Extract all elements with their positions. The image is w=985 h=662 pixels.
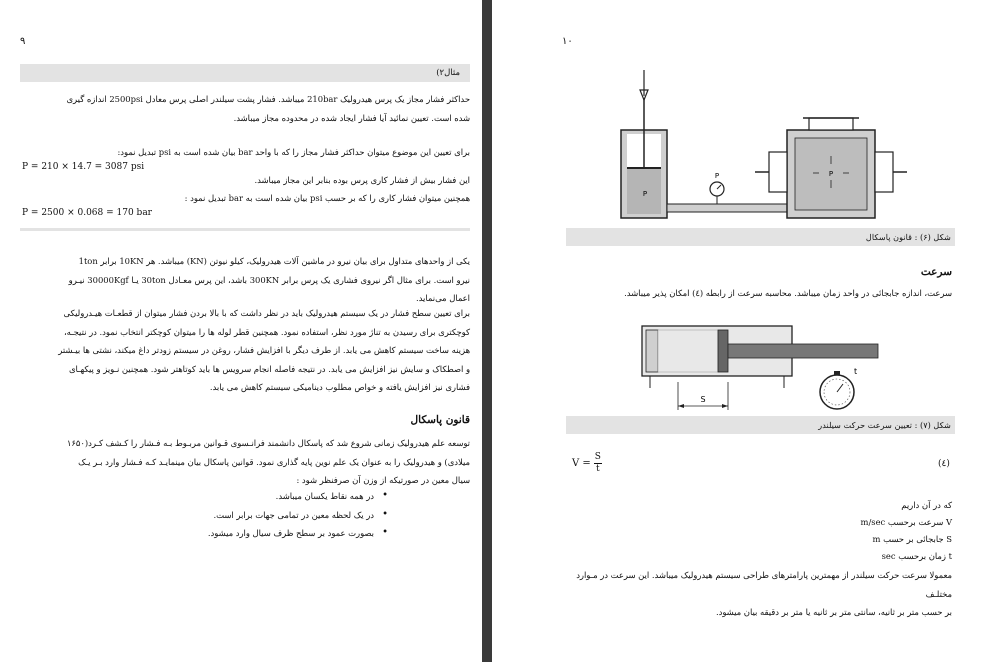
def-symbol: t (948, 551, 952, 561)
where-line: که در آن داریم (901, 500, 952, 510)
text-line: معمولا سرعت حرکت سیلندر از مهمترین پارامترهای طراحی سیستم هیدرولیک میباشد. این سرعت در مـوارد مختلـف (576, 570, 952, 599)
right-page (492, 0, 985, 662)
solution-line-1: برای تعیین این موضوع میتوان حداکثر فشار مجاز را که با واحد bar بیان شده است به psi تبدیل نمود: (117, 147, 470, 157)
example-title-band (20, 64, 470, 82)
text-line: توسعه علم هیدرولیک زمانی شروع شد که پاسکال دانشمند فرانـسوی قـوانین مربـوط بـه فـشار را کـشف کـرد(۱۶۵۰ (66, 438, 470, 448)
page-number: ۹ (20, 36, 26, 47)
solution-line-3: همچنین میتوان فشار کاری را که بر حسب psi بیان شده است به bar تبدیل نمود : (184, 193, 470, 203)
definition-row (792, 531, 952, 548)
figure-6-caption: شکل (۶) : قانون پاسکال (566, 228, 955, 246)
text-line: کوچکتری برای رسیدن به تناژ مورد نظر، استفاده نمود. همچنین قطر لوله ها را میتوان کوچکتر انتخاب نمود. در نتیجـه، (63, 326, 470, 337)
pascal-law-figure (607, 68, 917, 228)
text-line: فشاری نیز افزایش یافته و خواص مطلوب دینامیکی سیستم کاهش می یابد. (209, 382, 470, 392)
text-line: هزینه ساخت سیستم کاهش می یابد. از طرف دیگر با افزایش فشار، روغن در سیستم زودتر داغ میکند، نشتی ها بیـشتر (58, 345, 470, 355)
paragraph-units (20, 252, 470, 308)
text-line: حداکثر فشار مجاز یک پرس هیدرولیک 210bar میباشد. فشار پشت سیلندر اصلی پرس معادل 2500psi اندازه گیری (66, 94, 470, 104)
left-page (0, 0, 482, 662)
formula-1: P = 210 × 14.7 = 3087 psi (22, 162, 145, 172)
equation-lhs: V = (572, 458, 591, 469)
definitions-list (792, 514, 952, 565)
book-spine (482, 0, 492, 662)
def-unit: m (872, 534, 881, 544)
def-symbol: S (946, 534, 952, 544)
text-line: نیرو است. برای مثال اگر نیروی فشاری یک پرس برابر 300KN باشد، این پرس معـادل 30ton یـا 30000Kgf نیـرو (68, 274, 470, 285)
svg-text:P: P (828, 170, 834, 178)
text-line: اعمال می‌نماید. (415, 293, 470, 303)
gauge-label: P (714, 172, 720, 180)
paragraph-pressure (20, 304, 470, 397)
solution-line-2: این فشار بیش از فشار کاری پرس بوده بنابر این مجاز میباشد. (254, 175, 470, 185)
example-title: مثال۲) (436, 68, 460, 78)
page-number: ۱۰ (562, 36, 573, 47)
closing-paragraph (566, 566, 952, 622)
text-line: بر حسب متر بر ثانیه، سانتی متر بر ثانیه یا متر بر دقیقه بیان میشود. (715, 607, 952, 617)
text-line: و اصطکاک و سایش نیز افزایش می یابد. در نتیجه فاصله انجام سرویس ها باید کوتاهتر شود. همچنین نـویز و پیکهـای (68, 363, 470, 374)
s-label: S (700, 395, 706, 404)
t-label: t (854, 367, 858, 376)
def-symbol: V (945, 517, 952, 527)
definition-row (792, 514, 952, 531)
figure-7-caption: شکل (۷) : تعیین سرعت حرکت سیلندر (566, 416, 955, 434)
divider (20, 228, 470, 231)
example-text (20, 90, 470, 127)
def-text: زمان برحسب (898, 551, 946, 561)
equation-denominator: t (596, 464, 600, 474)
def-text: سرعت برحسب (887, 517, 944, 527)
section-heading: قانون پاسکال (410, 414, 470, 426)
pascal-law-list (20, 487, 388, 543)
text-line: میلادی) و هیدرولیک را به عنوان یک علم نوین پایه گذاری نمود. قوانین پاسکال بیان مینمایـد کـه فـشار وارد بـر یـک (78, 456, 470, 467)
def-text: جابجائی بر حسب (883, 534, 944, 544)
text-line: برای تعیین سطح فشار در یک سیستم هیدرولیک باید در نظر داشت که با بالا بردن فشار میتوان از قطعـات هیـدرولیکی (63, 308, 470, 318)
list-item: • بصورت عمود بر سطح ظرف سیال وارد میشود. (20, 524, 388, 543)
def-unit: sec (881, 551, 896, 561)
text-line: یکی از واحدهای متداول برای بیان نیرو در ماشین آلات هیدرولیک، کیلو نیوتن (KN) میباشد. هر 10KN برابر 1ton (78, 256, 470, 266)
formula-2: P = 2500 × 0.068 = 170 bar (22, 208, 152, 218)
list-item: • در همه نقاط یکسان میباشد. (20, 487, 388, 506)
list-item: • در یک لحظه معین در تمامی جهات برابر است. (20, 506, 388, 525)
def-unit: m/sec (860, 517, 886, 527)
text-line: سیال معین در صورتیکه از وزن آن صرفنظر شود : (296, 475, 470, 485)
speed-heading: سرعت (920, 266, 952, 278)
pressure-label: P (642, 190, 648, 198)
speed-text: سرعت، اندازه جابجائی در واحد زمان میباشد. محاسبه سرعت از رابطه (٤) امکان پذیر میباشد. (624, 288, 952, 298)
text-line: شده است. تعیین نمائید آیا فشار ایجاد شده در محدوده مجاز میباشد. (233, 112, 470, 123)
cylinder-speed-figure (632, 320, 882, 416)
equation-numerator: S (594, 452, 601, 462)
equation-number: (٤) (938, 459, 950, 469)
definition-row (792, 548, 952, 565)
speed-equation (572, 452, 602, 475)
paragraph-pascal (20, 434, 470, 490)
